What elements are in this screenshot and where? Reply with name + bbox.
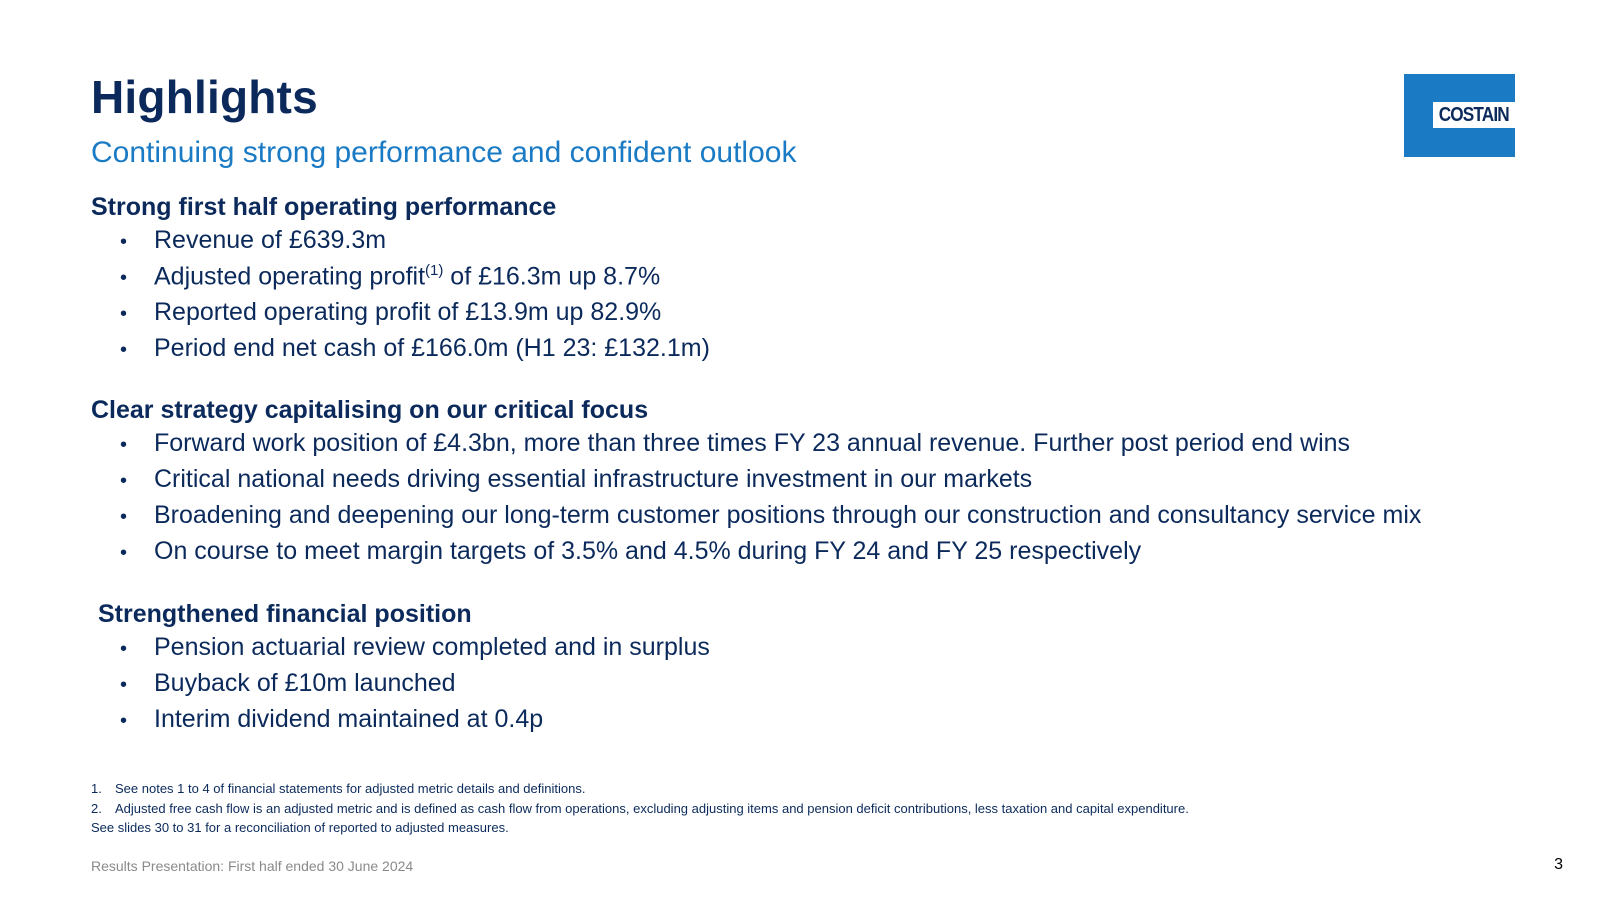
page-subtitle: Continuing strong performance and confident outlook (91, 136, 797, 169)
list-item: • Reported operating profit of £13.9m up 82.9% (120, 298, 662, 326)
section-heading-strategy: Clear strategy capitalising on our critical focus (91, 396, 649, 424)
list-item: • Revenue of £639.3m (120, 226, 387, 254)
costain-logo (1404, 74, 1515, 157)
list-item: • Critical national needs driving essential infrastructure investment in our markets (120, 465, 1033, 493)
list-item: • Buyback of £10m launched (120, 669, 456, 697)
page-title: Highlights (91, 71, 318, 123)
section-heading-financial: Strengthened financial position (98, 600, 472, 628)
bullet-list-performance (120, 226, 710, 370)
footnotes (91, 779, 1189, 838)
footnote-extra: See slides 30 to 31 for a reconciliation of reported to adjusted measures. (91, 820, 509, 835)
list-item: • Period end net cash of £166.0m (H1 23: £132.1m) (120, 334, 710, 362)
logo-text: COSTAIN (1438, 103, 1510, 126)
footnote-item: 1. See notes 1 to 4 of financial statements for adjusted metric details and definitions. (91, 781, 586, 796)
list-item: • On course to meet margin targets of 3.5% and 4.5% during FY 24 and FY 25 respectively (120, 537, 1142, 565)
bullet-dot: • (120, 231, 128, 253)
section-heading-performance: Strong first half operating performance (91, 193, 557, 221)
bullet-dot: • (120, 339, 128, 361)
footnote-marker: (1) (425, 262, 444, 279)
list-item: • Broadening and deepening our long-term customer positions through our construction and consultancy service mix (120, 501, 1422, 529)
list-item: • Adjusted operating profit$^{(1)}$ of £16.3m up 8.7% (120, 262, 661, 291)
bullet-dot: • (120, 674, 128, 696)
footer-text: Results Presentation: First half ended 30 June 2024 (91, 858, 414, 874)
bullet-dot: • (120, 303, 128, 325)
bullet-dot: • (120, 638, 128, 660)
bullet-list-strategy (120, 429, 1421, 573)
bullet-dot: • (120, 470, 128, 492)
bullet-dot: • (120, 710, 128, 732)
bullet-dot: • (120, 542, 128, 564)
footnote-item: 2. Adjusted free cash flow is an adjusted metric and is defined as cash flow from operations, excluding adjusting items and pension deficit contributions, less taxation and capital expenditure. (91, 800, 1189, 816)
bullet-dot: • (120, 434, 128, 456)
list-item: • Forward work position of £4.3bn, more than three times FY 23 annual revenue. Further post period end wins (120, 429, 1351, 457)
logo-bar (1433, 102, 1515, 128)
bullet-dot: • (120, 267, 128, 290)
bullet-list-financial (120, 633, 710, 741)
list-item: • Pension actuarial review completed and in surplus (120, 633, 710, 661)
list-item: • Interim dividend maintained at 0.4p (120, 705, 544, 733)
page-number: 3 (1554, 856, 1563, 873)
bullet-dot: • (120, 506, 128, 528)
